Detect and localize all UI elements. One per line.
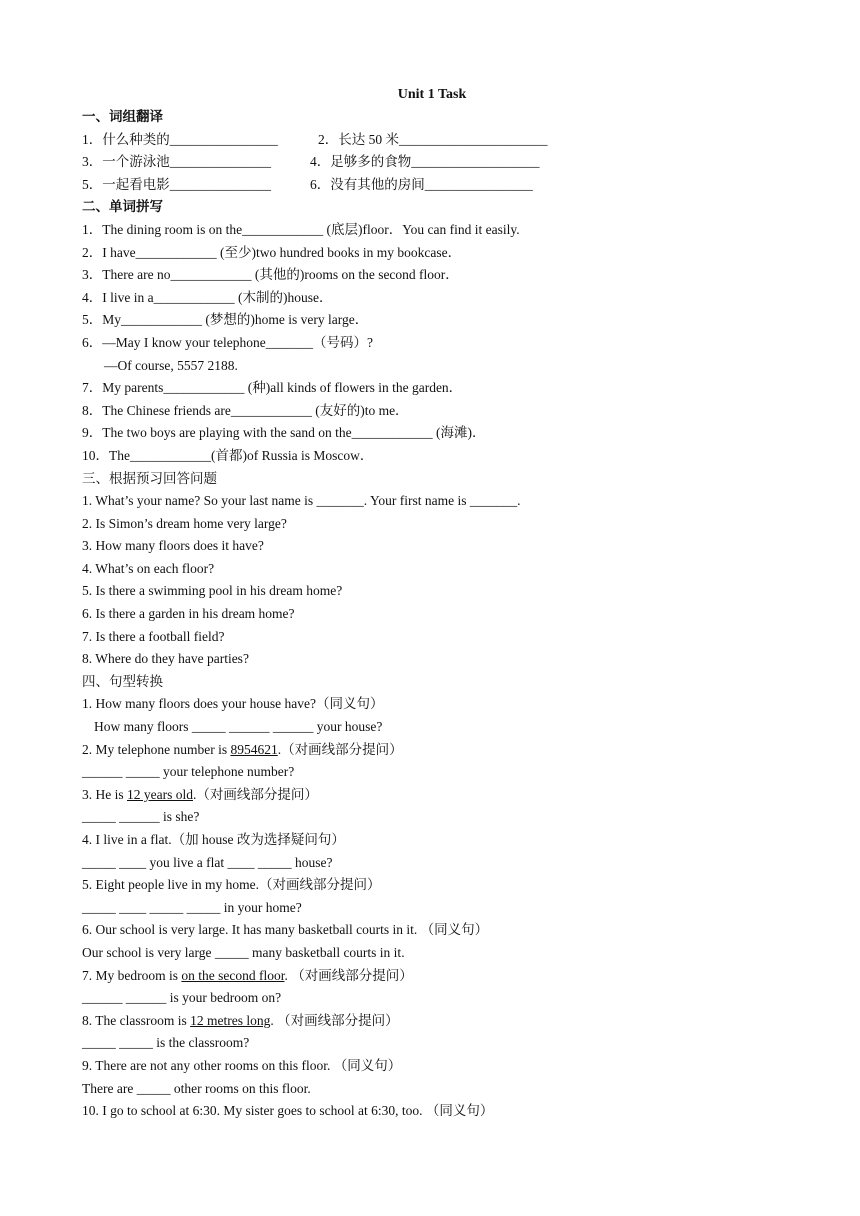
question-item: 6. Is there a garden in his dream home? (82, 606, 295, 622)
spelling-item: 3．There are no____________ (其他的)rooms on the second floor． (82, 267, 459, 283)
transform-question: 6. Our school is very large. It has many basketball courts in it. （同义句） (82, 922, 489, 938)
transform-answer: There are _____ other rooms on this floor. (82, 1080, 311, 1096)
transform-answer: _____ ____ you live a flat ____ _____ house? (82, 854, 333, 870)
phrase-item: 2．长达 50 米______________________ (318, 131, 548, 147)
transform-question: 2. My telephone number is 8954621.（对画线部分提问） (82, 741, 403, 757)
question-item: 5. Is there a swimming pool in his dream home? (82, 583, 343, 599)
phrase-row (82, 151, 782, 174)
transform-answer: ______ _____ your telephone number? (82, 764, 295, 780)
spelling-item: 6．—May I know your telephone_______（号码）? (82, 334, 373, 350)
underlined-part: 12 years old (127, 786, 193, 802)
question-item: 4. What’s on each floor? (82, 560, 215, 576)
section-heading-4: 四、句型转换 (82, 673, 163, 689)
section-heading-2: 二、单词拼写 (82, 199, 163, 215)
underlined-part: on the second floor (181, 967, 285, 983)
transform-question: 7. My bedroom is on the second floor. （对画线部分提问） (82, 967, 413, 983)
spelling-item: 8．The Chinese friends are____________ (友好的)to me． (82, 402, 409, 418)
phrase-row (82, 129, 782, 152)
page-title: Unit 1 Task (397, 87, 467, 102)
phrase-row (82, 174, 782, 197)
transform-question: 1. How many floors does your house have?（同义句） (82, 696, 384, 712)
transform-question: 9. There are not any other rooms on this floor. （同义句） (82, 1057, 402, 1073)
transform-answer: _____ ______ is she? (82, 809, 200, 825)
phrase-item: 4．足够多的食物___________________ (310, 154, 540, 170)
question-item: 8. Where do they have parties? (82, 651, 249, 667)
spelling-item: 2．I have____________ (至少)two hundred books in my bookcase． (82, 244, 462, 260)
transform-answer: _____ _____ is the classroom? (82, 1035, 250, 1051)
section-heading-3: 三、根据预习回答问题 (82, 470, 217, 486)
underlined-part: 8954621 (230, 741, 278, 757)
section-heading-1: 一、词组翻译 (82, 109, 163, 124)
question-item: 3. How many floors does it have? (82, 538, 264, 554)
question-item: 1. What’s your name? So your last name is _______. Your first name is _______. (82, 493, 521, 509)
transform-question: 3. He is 12 years old.（对画线部分提问） (82, 786, 318, 802)
spelling-item: 4．I live in a____________ (木制的)house． (82, 289, 333, 305)
underlined-part: 12 metres long (190, 1012, 271, 1028)
phrase-item: 6．没有其他的房间________________ (310, 176, 533, 192)
transform-question: 4. I live in a flat.（加 house 改为选择疑问句） (82, 832, 345, 847)
spelling-item: 7．My parents____________ (种)all kinds of flowers in the garden． (82, 380, 463, 396)
worksheet-page (82, 84, 782, 1123)
question-item: 2. Is Simon’s dream home very large? (82, 515, 287, 531)
spelling-item: 5．My____________ (梦想的)home is very large． (82, 312, 369, 328)
phrase-item: 3．一个游泳池_______________ (82, 154, 271, 170)
transform-answer: Our school is very large _____ many basketball courts in it. (82, 944, 405, 960)
transform-answer: ______ ______ is your bedroom on? (82, 990, 282, 1006)
spelling-item: 9．The two boys are playing with the sand on the____________ (海滩)． (82, 425, 486, 441)
spelling-item: 1．The dining room is on the____________ (底层)floor．You can find it easily. (82, 221, 520, 237)
transform-question: 5. Eight people live in my home.（对画线部分提问） (82, 877, 381, 893)
question-item: 7. Is there a football field? (82, 628, 225, 644)
phrase-item: 1．什么种类的________________ (82, 131, 278, 147)
transform-answer: How many floors _____ ______ ______ your house? (94, 719, 383, 735)
spelling-item-answer: —Of course, 5557 2188. (104, 357, 238, 373)
phrase-item: 5．一起看电影_______________ (82, 176, 271, 192)
transform-question: 10. I go to school at 6:30. My sister goes to school at 6:30, too. （同义句） (82, 1103, 494, 1119)
spelling-item: 10．The____________(首都)of Russia is Moscow． (82, 447, 374, 463)
transform-answer: _____ ____ _____ _____ in your home? (82, 899, 302, 915)
transform-question: 8. The classroom is 12 metres long. （对画线部分提问） (82, 1012, 399, 1028)
